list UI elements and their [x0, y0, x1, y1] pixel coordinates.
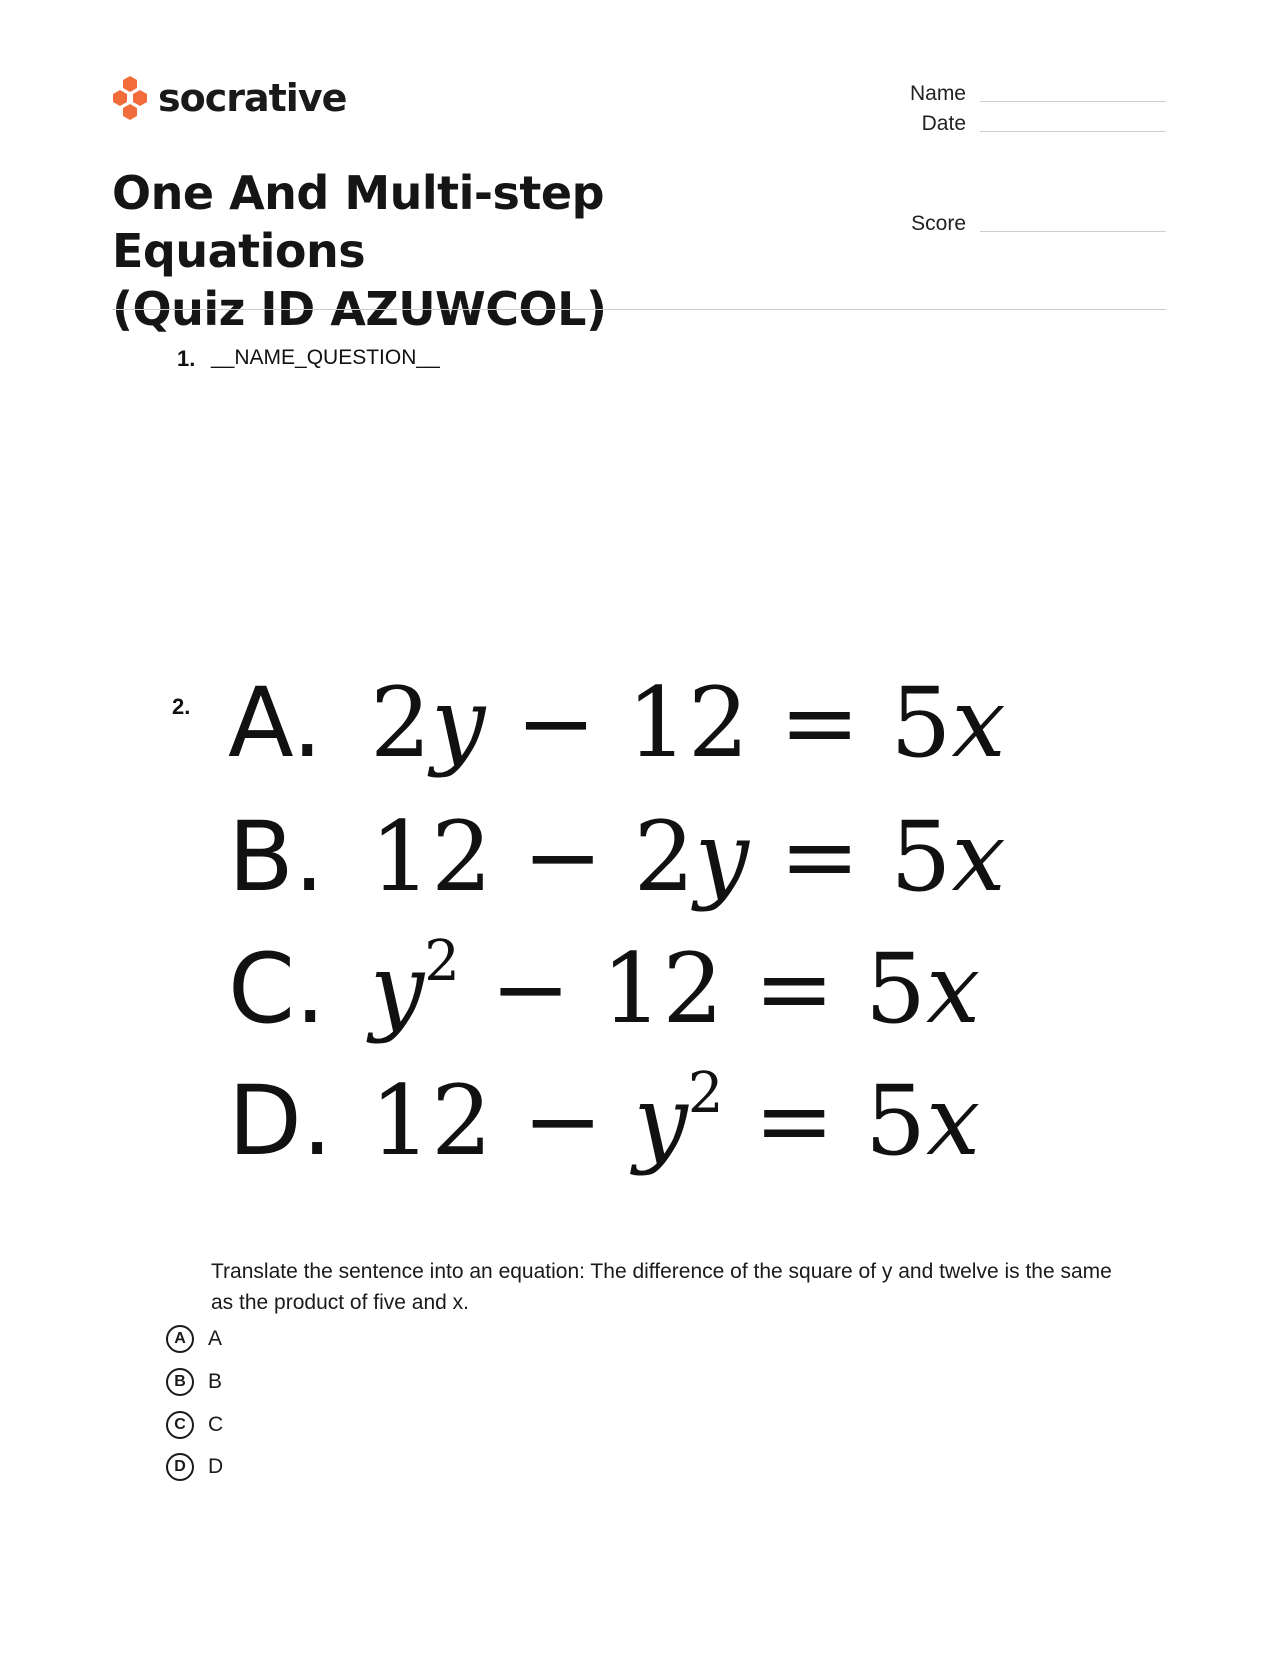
score-label: Score [911, 212, 966, 235]
quiz-title-line2: (Quiz ID AZUWCOL) [112, 282, 607, 336]
date-field [880, 106, 1166, 136]
eq-b-lhs: 12 − 2 [370, 801, 695, 913]
option-d-badge[interactable]: D [166, 1453, 194, 1481]
eq-d-lhs: 12 − [370, 1065, 634, 1177]
option-b-label: B [208, 1370, 223, 1393]
option-c-badge[interactable]: C [166, 1411, 194, 1439]
option-d[interactable] [166, 1450, 223, 1484]
eq-c-var2: x [926, 933, 981, 1045]
question-1-text: __NAME_QUESTION__ [211, 346, 440, 369]
eq-c-sup: 2 [424, 929, 460, 994]
eq-a-var2: x [951, 667, 1006, 779]
brand-name: socrative [158, 76, 347, 120]
eq-b-letter: B. [228, 801, 325, 913]
name-field [880, 76, 1166, 106]
option-a-badge[interactable]: A [166, 1325, 194, 1353]
eq-d-letter: D. [228, 1065, 333, 1177]
eq-a-var1: y [431, 667, 486, 779]
option-b[interactable] [166, 1365, 222, 1399]
score-field [880, 206, 1166, 236]
date-label: Date [921, 112, 966, 135]
eq-b-rest: = 5 [748, 801, 952, 913]
option-a-label: A [208, 1327, 223, 1350]
equation-image [220, 667, 1006, 1228]
eq-c-var1: y [370, 933, 425, 1045]
question-1-number: 1. [177, 346, 196, 371]
eq-c-letter: C. [228, 933, 326, 1045]
eq-a-coef: 2 [370, 667, 432, 779]
option-c-label: C [208, 1413, 224, 1436]
date-line [980, 109, 1166, 132]
eq-b-expression [370, 801, 1006, 913]
header-divider [112, 309, 1166, 310]
score-line [980, 209, 1166, 232]
option-d-label: D [208, 1455, 224, 1478]
socrative-hexagon-icon [112, 74, 148, 122]
name-line [980, 79, 1166, 102]
eq-c-rest: − 12 = 5 [459, 933, 927, 1045]
eq-d-expression [370, 1061, 980, 1177]
quiz-title [112, 164, 872, 338]
eq-a-letter: A. [228, 667, 323, 779]
eq-d-sup: 2 [687, 1061, 724, 1126]
eq-d-var2: x [926, 1065, 981, 1177]
eq-d-var1: y [633, 1065, 688, 1177]
eq-a-rest: − 12 = 5 [485, 667, 952, 779]
socrative-logo [112, 72, 346, 124]
eq-d-rest: = 5 [723, 1065, 927, 1177]
quiz-title-line1: One And Multi-step Equations [112, 166, 604, 278]
name-label: Name [909, 82, 966, 105]
eq-b-var1: y [694, 801, 749, 913]
eq-c-expression [366, 929, 980, 1045]
eq-b-var2: x [951, 801, 1006, 913]
eq-a-expression [370, 667, 1006, 779]
option-a[interactable] [166, 1322, 222, 1356]
option-c[interactable] [166, 1408, 223, 1442]
option-b-badge[interactable]: B [166, 1368, 194, 1396]
question-2-number: 2. [172, 694, 191, 719]
question-2-text: Translate the sentence into an equation: The difference of the square of y and twelve is the same as the product of five and x. [211, 1260, 1112, 1314]
